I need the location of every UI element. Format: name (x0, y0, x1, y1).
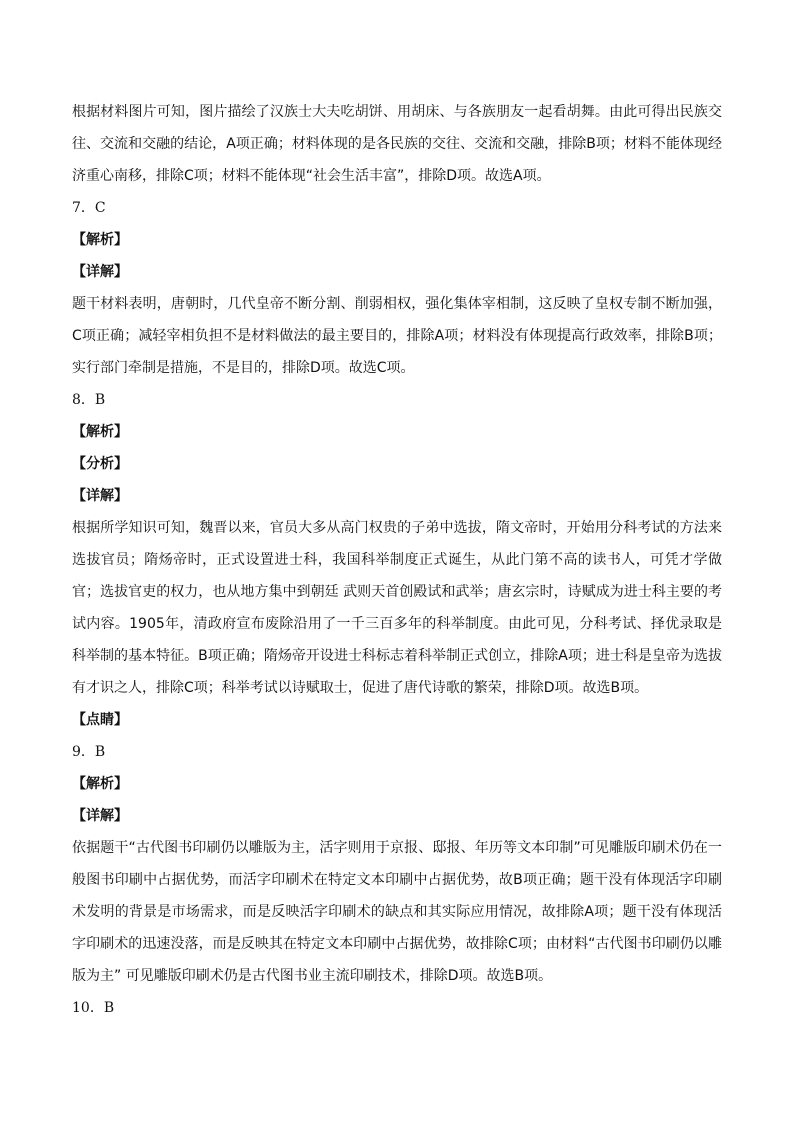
q9-tag-jiexi: 【解析】 (72, 776, 128, 792)
q8-tag-xiangjie: 【详解】 (72, 488, 128, 504)
q8-tag-fenxi: 【分析】 (72, 456, 128, 472)
q7-tag-xiangjie: 【详解】 (72, 264, 128, 280)
q6-detail-text: 根据材料图片可知，图片描绘了汉族士大夫吃胡饼、用胡床、与各族朋友一起看胡舞。由此可得出民族交往、交流和交融的结论，A项正确；材料体现的是各民族的交往、交流和交融，排除B项；材料不能体现经济重心南移，排除C项；材料不能体现“社会生活丰富”，排除D项。故选A项。 (72, 104, 722, 184)
q9-detail-text: 依据题干“古代图书印刷仍以雕版为主，活字则用于京报、邸报、年历等文本印制”可见雕版印刷术仍在一般图书印刷中占据优势，而活字印刷术在特定文本印刷中占据优势，故B项正确；题干没有体现活字印刷术发明的背景是市场需求，而是反映活字印刷术的缺点和其实际应用情况，故排除A项；题干没有体现活字印刷术的迅速没落，而是反映其在特定文本印刷中占据优势，故排除C项；由材料“古代图书印刷仍以雕版为主” 可见雕版印刷术仍是古代图书业主流印刷技术，排除D项。故选B项。 (72, 840, 722, 984)
q8-tag-jiexi: 【解析】 (72, 424, 128, 440)
q10-answer: 10．B (72, 1000, 115, 1016)
q7-detail-text: 题干材料表明，唐朝时，几代皇帝不断分割、削弱相权，强化集体宰相制，这反映了皇权专制不断加强，C项正确；减轻宰相负担不是材料做法的最主要目的，排除A项；材料没有体现提高行政效率，排除B项；实行部门牵制是措施，不是目的，排除D项。故选C项。 (72, 296, 722, 376)
q9-answer: 9．B (72, 744, 106, 760)
q8-answer: 8．B (72, 392, 106, 408)
answer-content (72, 96, 722, 1024)
q9-tag-xiangjie: 【详解】 (72, 808, 128, 824)
q8-detail-text: 根据所学知识可知，魏晋以来，官员大多从高门权贵的子弟中选拔，隋文帝时，开始用分科考试的方法来选拔官员；隋炀帝时，正式设置进士科，我国科举制度正式诞生，从此门第不高的读书人，可凭才学做官；选拔官吏的权力，也从地方集中到朝廷 武则天首创殿试和武举；唐玄宗时，诗赋成为进士科主要的考试内容。1905年，清政府宣布废除沿用了一千三百多年的科举制度。由此可见，分科考试、择优录取是科举制的基本特征。B项正确；隋炀帝开设进士科标志着科举制正式创立，排除A项；进士科是皇帝为选拔有才识之人，排除C项；科举考试以诗赋取士，促进了唐代诗歌的繁荣，排除D项。故选B项。 (72, 520, 722, 696)
q7-tag-jiexi: 【解析】 (72, 232, 128, 248)
q7-answer: 7．C (72, 200, 106, 216)
q8-tag-dianjing: 【点睛】 (72, 712, 128, 728)
